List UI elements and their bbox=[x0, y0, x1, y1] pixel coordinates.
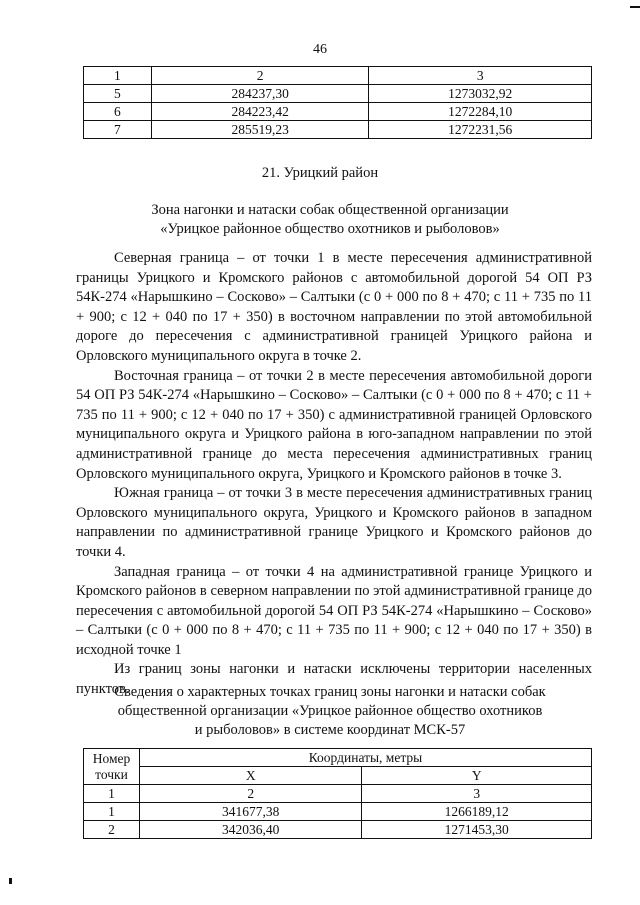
table-cell: 3 bbox=[369, 67, 592, 85]
table-cell: 285519,23 bbox=[151, 121, 369, 139]
table-cell: 1273032,92 bbox=[369, 85, 592, 103]
east-boundary-paragraph: Восточная граница – от точки 2 в месте пересечения автомобильной дороги 54 ОП РЗ 54К-274 «Нарышкино – Сосково» – Салтыки (с 0 + 000 по 8 + 470; с 11 + 735 по 11 + 900; с 12 + 040 по 17 + 350) с административной границей Орловского муниципального округа и Урицкого района в юго-западном направлении по этой административной границе до места пересечения административных границ Орловского муниципального округа, Урицкого и Кромского районов в точке 3. bbox=[76, 367, 592, 482]
coordinates-info-title bbox=[100, 683, 560, 740]
page-number: 46 bbox=[313, 42, 327, 57]
info-title-line: Сведения о характерных точках границ зоны нагонки и натаски собак bbox=[114, 684, 546, 700]
table-row bbox=[84, 85, 592, 103]
table-index-row bbox=[84, 785, 592, 803]
info-title-line: и рыболовов» в системе координат МСК-57 bbox=[194, 722, 466, 738]
coordinates-table bbox=[83, 748, 592, 839]
table-row bbox=[84, 803, 592, 821]
table-cell: 1 bbox=[84, 803, 140, 821]
table-cell: 2 bbox=[151, 67, 369, 85]
table-cell: 342036,40 bbox=[139, 821, 362, 839]
zone-title-line: «Урицкое районное общество охотников и рыболовов» bbox=[160, 221, 500, 237]
table-cell: 1271453,30 bbox=[362, 821, 592, 839]
zone-title-line: Зона нагонки и натаски собак общественной организации bbox=[151, 202, 509, 218]
north-boundary-paragraph: Северная граница – от точки 1 в месте пересечения административной границы Урицкого и Кромского районов с автомобильной дорогой 54 ОП РЗ 54К-274 «Нарышкино – Сосково» – Салтыки (с 0 + 000 по 8 + 470; с 11 + 735 по 11 + 900; с 12 + 040 по 17 + 350) в восточном направлении по этой автомобильной дороге до пересечения с административной границей Урицкого района и Орловского муниципального округа в точке 2. bbox=[76, 250, 592, 364]
info-title-line: общественной организации «Урицкое районное общество охотников bbox=[117, 703, 543, 719]
header-line: Номер bbox=[92, 750, 131, 766]
point-number-header bbox=[84, 749, 140, 785]
south-boundary-paragraph: Южная граница – от точки 3 в месте пересечения административных границ Орловского муниципального округа, Урицкого и Кромского районов в западном направлении по административной границе Урицкого и Кромского районов до точки 4. bbox=[76, 485, 592, 560]
table-cell: 341677,38 bbox=[139, 803, 362, 821]
table-index-row bbox=[84, 67, 592, 85]
y-header: Y bbox=[362, 767, 592, 785]
table-cell: 1272284,10 bbox=[369, 103, 592, 121]
table-cell: 1272231,56 bbox=[369, 121, 592, 139]
header-line: точки bbox=[95, 766, 128, 782]
table-cell: 5 bbox=[84, 85, 152, 103]
zone-title bbox=[120, 201, 540, 239]
table-cell: 3 bbox=[362, 785, 592, 803]
table-row bbox=[84, 121, 592, 139]
table-row bbox=[84, 821, 592, 839]
coordinates-table-continued bbox=[83, 66, 592, 139]
boundary-description bbox=[76, 249, 592, 700]
x-header: X bbox=[139, 767, 362, 785]
table-cell: 1 bbox=[84, 785, 140, 803]
scan-mark-top bbox=[630, 6, 640, 8]
table-row bbox=[84, 103, 592, 121]
coordinates-header: Координаты, метры bbox=[139, 749, 591, 767]
table-cell: 284237,30 bbox=[151, 85, 369, 103]
table-header-row bbox=[84, 767, 592, 785]
exclusion-paragraph: Из границ зоны нагонки и натаски исключены территории населенных пунктов. bbox=[76, 661, 592, 698]
table-cell: 2 bbox=[84, 821, 140, 839]
table-header-row bbox=[84, 749, 592, 767]
table-cell: 6 bbox=[84, 103, 152, 121]
section-title: 21. Урицкий район bbox=[261, 165, 379, 181]
west-boundary-paragraph: Западная граница – от точки 4 на административной границе Урицкого и Кромского районов в северном направлении по этой административной границе до пересечения с автомобильной дорогой 54 ОП РЗ 54К-274 «Нарышкино – Сосково» – Салтыки (с 0 + 000 по 8 + 470; с 11 + 735 по 11 + 900; с 12 + 040 по 17 + 350) в исходной точке 1 bbox=[76, 563, 592, 658]
table-cell: 1266189,12 bbox=[362, 803, 592, 821]
table-cell: 284223,42 bbox=[151, 103, 369, 121]
scan-mark-bottom bbox=[9, 878, 12, 884]
table-cell: 2 bbox=[139, 785, 362, 803]
table-cell: 7 bbox=[84, 121, 152, 139]
table-cell: 1 bbox=[84, 67, 152, 85]
